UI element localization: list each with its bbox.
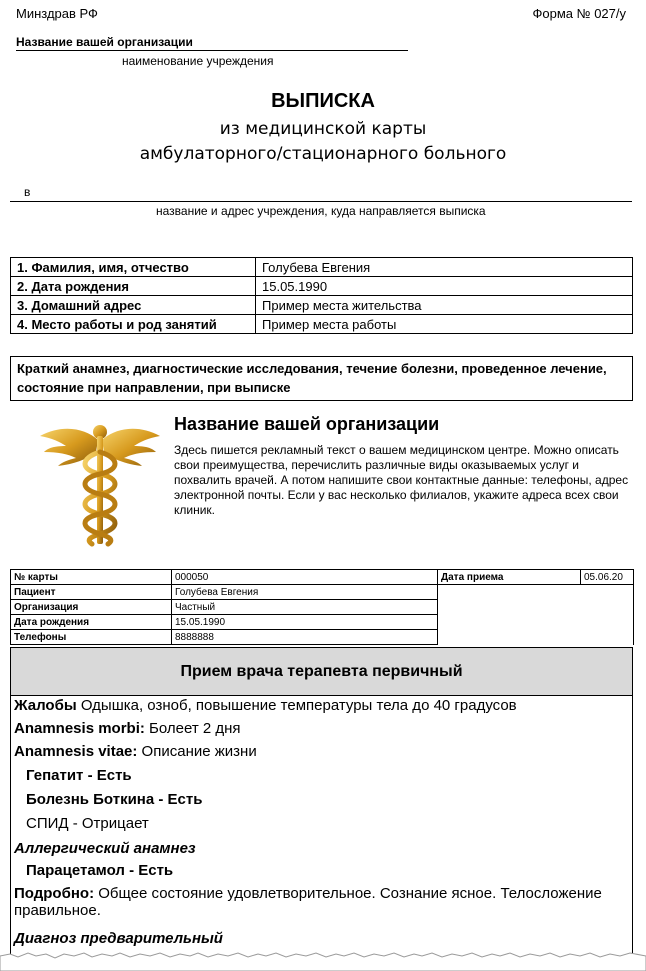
medical-card-table — [10, 569, 634, 645]
home-address-label: 3. Домашний адрес — [11, 296, 256, 315]
document-title: ВЫПИСКА — [271, 90, 375, 112]
workplace-value: Пример места работы — [256, 315, 633, 334]
complaints-line — [14, 697, 517, 714]
patient-name-value: Голубева Евгения — [256, 258, 633, 277]
reception-date-value: 05.06.20 — [581, 570, 634, 585]
aids-line: СПИД - Отрицает — [26, 815, 149, 832]
card-phones-label: Телефоны — [11, 630, 172, 645]
caduceus-logo-icon — [40, 418, 160, 548]
workplace-label: 4. Место работы и род занятий — [11, 315, 256, 334]
organization-caption: наименование учреждения — [122, 54, 274, 68]
card-dob-label: Дата рождения — [11, 615, 172, 630]
anamnesis-heading: Краткий анамнез, диагностические исследования, течение болезни, проведенное лечение, состояние при направлении, при выписке — [10, 356, 633, 401]
anamnesis-morbi-line — [14, 720, 241, 737]
card-phones-value: 8888888 — [172, 630, 438, 645]
card-number-label: № карты — [11, 570, 172, 585]
card-patient-value: Голубева Евгения — [172, 585, 438, 600]
card-org-label: Организация — [11, 600, 172, 615]
table-row — [11, 258, 633, 277]
hepatitis-line: Гепатит - Есть — [26, 767, 132, 784]
morbi-label: Anamnesis morbi: — [14, 720, 145, 737]
detail-line — [14, 885, 614, 919]
botkin-line: Болезнь Боткина - Есть — [26, 791, 203, 808]
card-org-value: Частный — [172, 600, 438, 615]
card-patient-label: Пациент — [11, 585, 172, 600]
organization-name: Название вашей организации — [16, 35, 408, 51]
destination-prefix: в — [24, 185, 31, 199]
torn-edge — [0, 947, 646, 971]
card-dob-value: 15.05.1990 — [172, 615, 438, 630]
anamnesis-vitae-line — [14, 743, 257, 760]
vitae-label: Anamnesis vitae: — [14, 743, 138, 760]
birth-date-label: 2. Дата рождения — [11, 277, 256, 296]
vitae-text: Описание жизни — [137, 743, 257, 760]
document-subtitle-1: из медицинской карты — [219, 119, 427, 139]
patient-info-table — [10, 257, 633, 334]
table-row — [11, 570, 634, 585]
home-address-value: Пример места жительства — [256, 296, 633, 315]
form-number: Форма № 027/у — [532, 6, 626, 21]
document-subtitle-2: амбулаторного/стационарного больного — [139, 144, 507, 164]
allergy-heading: Аллергический анамнез — [14, 840, 196, 857]
detail-text: Общее состояние удовлетворительное. Сознание ясное. Телосложение правильное. — [14, 885, 602, 919]
patient-name-label: 1. Фамилия, имя, отчество — [11, 258, 256, 277]
complaints-label: Жалобы — [14, 697, 77, 714]
ad-title: Название вашей организации — [174, 414, 440, 434]
card-blank-cell — [438, 585, 634, 645]
card-number-value: 000050 — [172, 570, 438, 585]
diagnosis-heading: Диагноз предварительный — [14, 930, 223, 947]
destination-caption: название и адрес учреждения, куда направляется выписка — [156, 204, 486, 218]
table-row — [11, 315, 633, 334]
ad-text: Здесь пишется рекламный текст о вашем медицинском центре. Можно описать свои преимущества, перечислить различные виды оказываемых услуг и похвалить врачей. А потом напишите свои контактные данные: телефоны, адрес электронной почты. Если у вас несколько филиалов, укажите адреса всех свои клиник. — [174, 443, 629, 517]
paracetamol-line: Парацетамол - Есть — [26, 862, 174, 879]
reception-date-label: Дата приема — [438, 570, 581, 585]
detail-label: Подробно: — [14, 885, 95, 902]
morbi-text: Болеет 2 дня — [144, 720, 241, 737]
exam-title: Прием врача терапевта первичный — [10, 647, 633, 696]
destination-line — [10, 201, 632, 202]
ministry-label: Минздрав РФ — [16, 6, 98, 21]
birth-date-value: 15.05.1990 — [256, 277, 633, 296]
table-row — [11, 296, 633, 315]
table-row — [11, 585, 634, 600]
table-row — [11, 277, 633, 296]
complaints-text: Одышка, озноб, повышение температуры тела до 40 градусов — [76, 697, 517, 714]
